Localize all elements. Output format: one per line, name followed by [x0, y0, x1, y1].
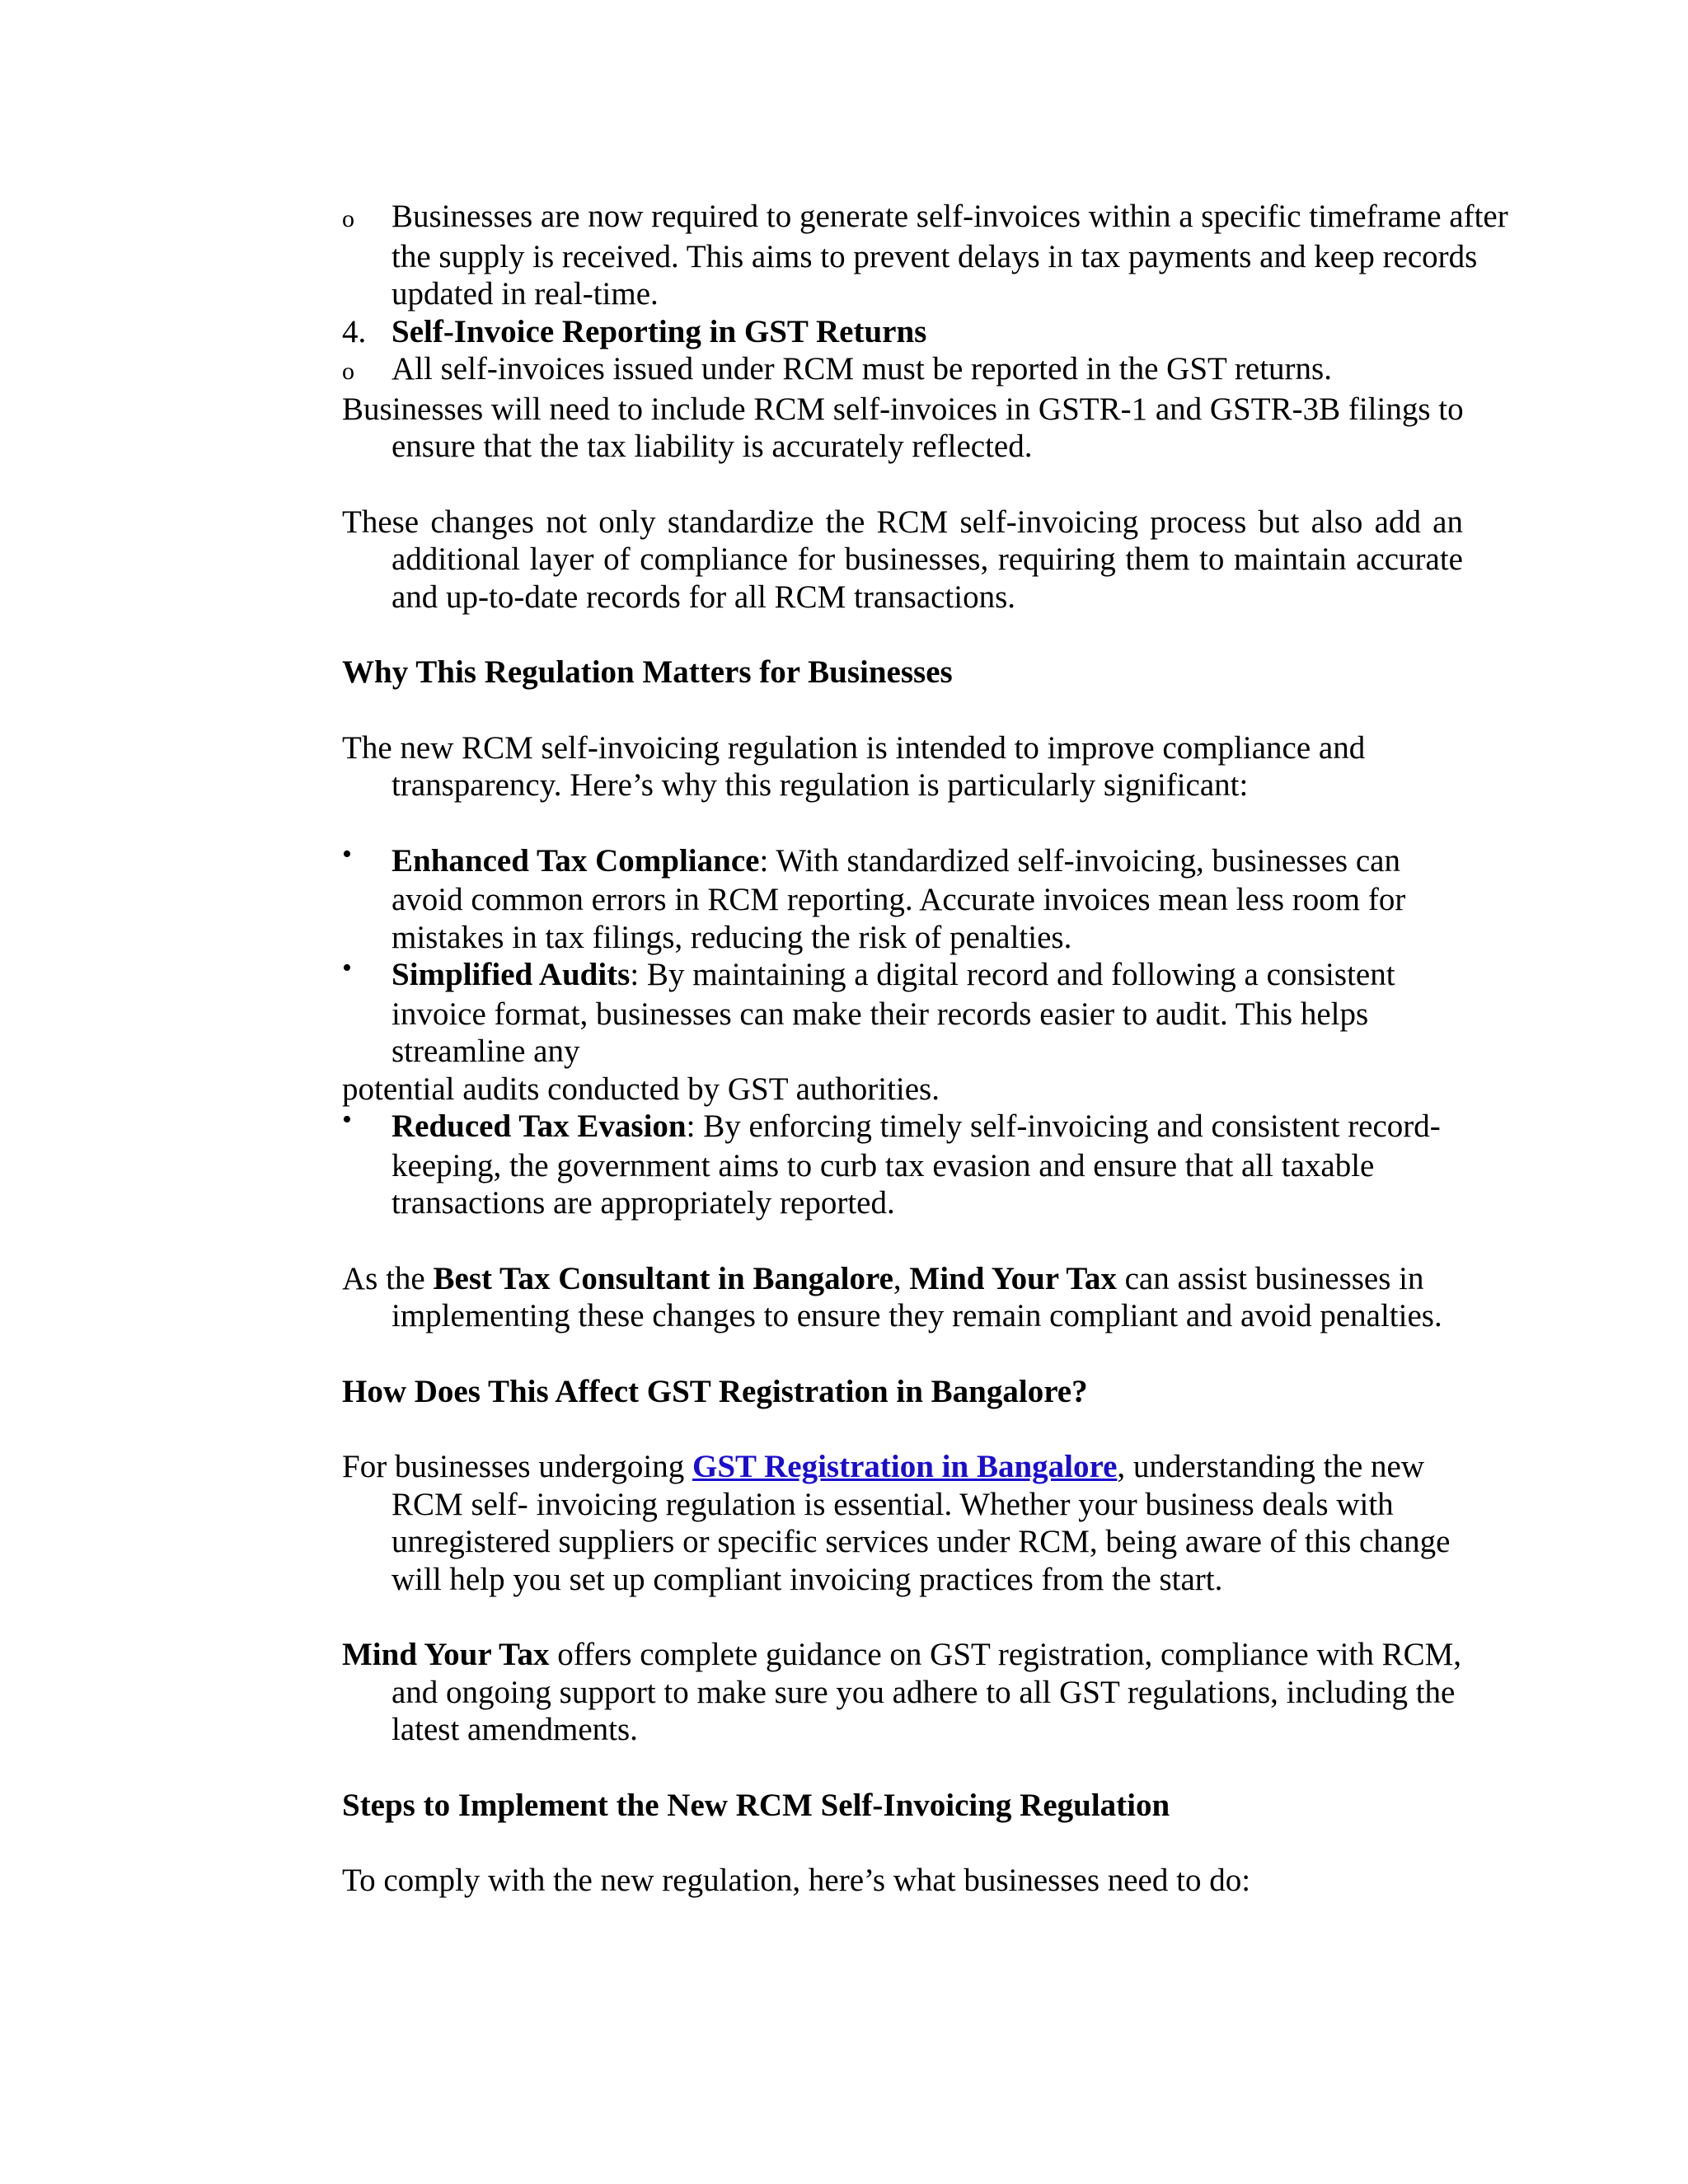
bullet-simplified-audits [342, 953, 1479, 1071]
bullet-enhanced-compliance [342, 838, 1479, 957]
list-item-timeframe [342, 198, 1512, 313]
gst-registration-link[interactable]: GST Registration in Bangalore [692, 1449, 1118, 1484]
bullet-icon: • [342, 953, 352, 983]
heading-affect: How Does This Affect GST Registration in Bangalore? [342, 1373, 1088, 1409]
paragraph-gstr: Businesses will need to include RCM self-invoices in GSTR-1 and GSTR-3B filings to ensure that the tax liability is accurately reflected. [342, 391, 1464, 464]
bullet-title: Reduced Tax Evasion [392, 1108, 687, 1144]
paragraph-changes: These changes not only standardize the RCM self-invoicing process but also add an additional layer of compliance for businesses, requiring them to maintain accurate and up-to-date records for all RCM transactions. [342, 504, 1463, 615]
bullet-text: : With standardized self-invoicing, businesses can avoid common errors in RCM reporting. Accurate invoices mean less room for mistakes in tax filings, reducing the risk of penalties. [392, 842, 1406, 955]
list-item-title: Self-Invoice Reporting in GST Returns [392, 313, 927, 349]
circle-bullet-icon: o [342, 205, 354, 232]
paragraph-consultant: As the Best Tax Consultant in Bangalore, Mind Your Tax can assist businesses in implementing these changes to ensure they remain compliant and avoid penalties. [342, 1260, 1442, 1333]
list-item-sub [342, 350, 1463, 391]
heading-why: Why This Regulation Matters for Businesses [342, 654, 953, 690]
bullet-icon: • [342, 1104, 352, 1135]
bullet-continuation: potential audits conducted by GST authorities. [342, 1071, 940, 1107]
item-text: All self-invoices issued under RCM must be reported in the GST returns. [392, 351, 1332, 387]
bullet-text: : By maintaining a digital record and following a consistent invoice format, businesses can make their records easier to audit. This helps streamline any [392, 957, 1395, 1069]
bullet-title: Enhanced Tax Compliance [392, 842, 760, 879]
list-number: 4. [342, 313, 367, 349]
paragraph-mind-your-tax: Mind Your Tax offers complete guidance on GST registration, compliance with RCM, and ongoing support to make sure you adhere to all GST regulations, including the latest amendments. [342, 1637, 1462, 1747]
list-item-4 [342, 313, 1463, 351]
heading-steps: Steps to Implement the New RCM Self-Invoicing Regulation [342, 1787, 1170, 1823]
item-text: Businesses are now required to generate self-invoices within a specific timeframe after the supply is received. This aims to prevent delays in tax payments and keep records updated in real-time. [392, 199, 1508, 312]
paragraph-steps: To comply with the new regulation, here’s what businesses need to do: [342, 1863, 1251, 1898]
paragraph-intro: The new RCM self-invoicing regulation is intended to improve compliance and transparency. Here’s why this regulation is particularly significant: [342, 729, 1366, 803]
paragraph-registration: For businesses undergoing GST Registration in Bangalore, understanding the new RCM self- invoicing regulation is essential. Whether your business deals with unregistered suppliers or specific services under RCM, being aware of this change will help you set up compliant invoicing practices from the start. [342, 1449, 1451, 1597]
document-body [342, 198, 1508, 1900]
bullet-reduced-evasion [342, 1104, 1529, 1222]
circle-bullet-icon: o [342, 358, 354, 385]
bullet-icon: • [342, 838, 352, 869]
bullet-title: Simplified Audits [392, 957, 631, 992]
bullet-text: : By enforcing timely self-invoicing and consistent record-keeping, the government aims to curb tax evasion and ensure that all taxable transactions are appropriately reported. [392, 1108, 1441, 1221]
